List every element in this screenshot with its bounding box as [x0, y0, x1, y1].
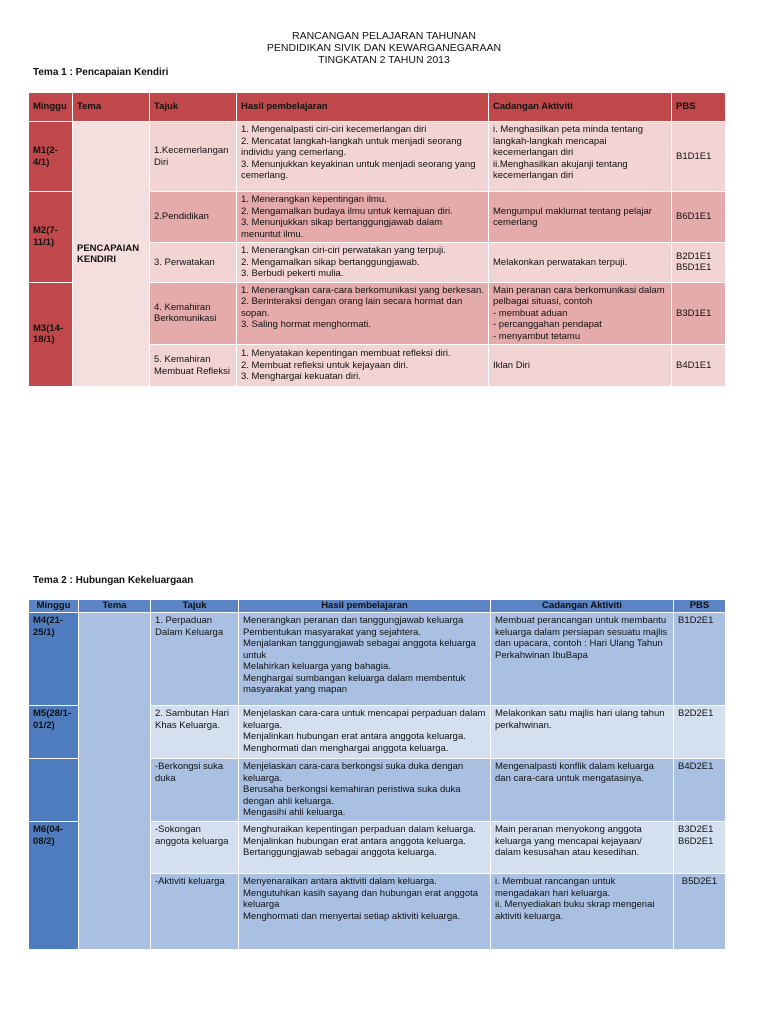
hasil-cell: Menyenaraikan antara aktiviti dalam keluarga. Mengutuhkan kasih sayang dan hubungan erat anggota keluarga Menghormati dan menyertai setiap aktiviti keluarga.	[239, 874, 491, 950]
hasil-cell: 1. Menerangkan ciri-ciri perwatakan yang terpuji. 2. Mengamalkan sikap bertanggungjawab. 3. Berbudi pekerti mulia.	[237, 243, 489, 283]
tajuk-cell: 2.Pendidikan	[150, 192, 237, 243]
tema-cell	[79, 613, 151, 950]
week-cell: M4(21-25/1)	[29, 613, 79, 706]
week-cell: M2(7-11/1)	[29, 192, 73, 283]
tajuk-cell: 4. Kemahiran Berkomunikasi	[150, 282, 237, 345]
week-cell: M3(14-18/1)	[29, 282, 73, 387]
col-tema: Tema	[73, 93, 150, 122]
aktiviti-cell: Melakonkan perwatakan terpuji.	[489, 243, 672, 283]
col-tajuk: Tajuk	[150, 93, 237, 122]
hasil-cell: 1. Menyatakan kepentingan membuat refleksi diri. 2. Membuat refleksi untuk kejayaan diri. 3. Menghargai kekuatan diri.	[237, 345, 489, 387]
hasil-cell: 1. Menerangkan kepentingan ilmu. 2. Mengamalkan budaya ilmu untuk kemajuan diri. 3. Menunjukkan sikap bertanggungjawab dalam menuntut ilmu.	[237, 192, 489, 243]
col-aktiviti: Cadangan Aktiviti	[489, 93, 672, 122]
pbs-cell: B4D2E1	[674, 759, 726, 822]
pbs-cell: B4D1E1	[672, 345, 726, 387]
hasil-cell: Menjelaskan cara-cara berkongsi suka duka dengan keluarga. Berusaha berkongsi kemahiran peristiwa suka duka dengan ahli keluarga. Mengasihi ahli keluarga.	[239, 759, 491, 822]
tema-cell: PENCAPAIAN KENDIRI	[73, 122, 150, 387]
pbs-cell: B1D2E1	[674, 613, 726, 706]
hasil-cell: Menerangkan peranan dan tanggungjawab keluarga Pembentukan masyarakat yang sejahtera. Menjalankan tanggungjawab sebagai anggota keluarga untuk Melahirkan keluarga yang bahagia. Menghargai sumbangan keluarga dalam membentuk masyarakat yang mapan	[239, 613, 491, 706]
theme1-title: Tema 1 : Pencapaian Kendiri	[33, 67, 169, 78]
aktiviti-cell: Mengenalpasti konflik dalam keluarga dan cara-cara untuk mengatasinya.	[491, 759, 674, 822]
theme1-table	[28, 92, 726, 387]
col-pbs: PBS	[674, 600, 726, 613]
hasil-cell: Menjelaskan cara-cara untuk mencapai perpaduan dalam keluarga. Menjalinkan hubungan erat antara anggota keluarga. Menghormati dan menghargai anggota keluarga.	[239, 706, 491, 759]
tajuk-cell: 1. Perpaduan Dalam Keluarga	[151, 613, 239, 706]
tajuk-cell: 2. Sambutan Hari Khas Keluarga.	[151, 706, 239, 759]
table-row	[29, 122, 726, 192]
hasil-cell: Menghuraikan kepentingan perpaduan dalam keluarga. Menjalinkan hubungan erat antara anggota keluarga. Bertanggungjawab sebagai anggota keluarga.	[239, 822, 491, 874]
theme2-title: Tema 2 : Hubungan Kekeluargaan	[33, 575, 194, 586]
col-hasil: Hasil pembelajaran	[237, 93, 489, 122]
tajuk-cell: -Sokongan anggota keluarga	[151, 822, 239, 874]
week-cell	[29, 759, 79, 822]
table-header-row	[29, 600, 726, 613]
header-line-2: PENDIDIKAN SIVIK DAN KEWARGANEGARAAN	[266, 42, 502, 54]
col-aktiviti: Cadangan Aktiviti	[491, 600, 674, 613]
col-minggu: Minggu	[29, 600, 79, 613]
aktiviti-cell: Main peranan menyokong anggota keluarga yang mencapai kejayaan/ dalam kesusahan atau kesedihan.	[491, 822, 674, 874]
pbs-cell: B2D1E1 B5D1E1	[672, 243, 726, 283]
aktiviti-cell: i. Membuat rancangan untuk mengadakan hari keluarga. ii. Menyediakan buku skrap mengenai aktiviti keluarga.	[491, 874, 674, 950]
week-cell: M6(04-08/2)	[29, 822, 79, 950]
col-minggu: Minggu	[29, 93, 73, 122]
week-cell: M1(2-4/1)	[29, 122, 73, 192]
pbs-cell: B2D2E1	[674, 706, 726, 759]
aktiviti-cell: Iklan Diri	[489, 345, 672, 387]
pbs-cell: B3D2E1 B6D2E1	[674, 822, 726, 874]
aktiviti-cell: Main peranan cara berkomunikasi dalam pelbagai situasi, contoh - membuat aduan - percanggahan pendapat - menyambut tetamu	[489, 282, 672, 345]
tajuk-cell: -Aktiviti keluarga	[151, 874, 239, 950]
tajuk-cell: 3. Perwatakan	[150, 243, 237, 283]
aktiviti-cell: Melakonkan satu majlis hari ulang tahun perkahwinan.	[491, 706, 674, 759]
aktiviti-cell: Membuat perancangan untuk membantu keluarga dalam persiapan sesuatu majlis dan upacara, contoh : Hari Ulang Tahun Perkahwinan IbuBapa	[491, 613, 674, 706]
hasil-cell: 1. Menerangkan cara-cara berkomunikasi yang berkesan. 2. Berinteraksi dengan orang lain secara hormat dan sopan. 3. Saling hormat menghormati.	[237, 282, 489, 345]
document-header	[0, 30, 768, 66]
col-tema: Tema	[79, 600, 151, 613]
header-line-3: TINGKATAN 2 TAHUN 2013	[318, 54, 450, 66]
pbs-cell: B1D1E1	[672, 122, 726, 192]
hasil-cell: 1. Mengenalpasti ciri-ciri kecemerlangan diri 2. Mencatat langkah-langkah untuk menjadi seorang individu yang cemerlang. 3. Menunjukkan keyakinan untuk menjadi seorang yang cemerlang.	[237, 122, 489, 192]
col-tajuk: Tajuk	[151, 600, 239, 613]
pbs-cell: B5D2E1	[674, 874, 726, 950]
tajuk-cell: 1.Kecemerlangan Diri	[150, 122, 237, 192]
tajuk-cell: 5. Kemahiran Membuat Refleksi	[150, 345, 237, 387]
pbs-cell: B6D1E1	[672, 192, 726, 243]
table-header-row	[29, 93, 726, 122]
aktiviti-cell: i. Menghasilkan peta minda tentang langkah-langkah mencapai kecemerlangan diri ii.Menghasilkan akujanji tentang kecemerlangan diri	[489, 122, 672, 192]
table-row	[29, 613, 726, 706]
col-hasil: Hasil pembelajaran	[239, 600, 491, 613]
theme2-table	[28, 599, 726, 950]
aktiviti-cell: Mengumpul maklumat tentang pelajar cemerlang	[489, 192, 672, 243]
tajuk-cell: -Berkongsi suka duka	[151, 759, 239, 822]
pbs-cell: B3D1E1	[672, 282, 726, 345]
header-line-1: RANCANGAN PELAJARAN TAHUNAN	[292, 30, 476, 42]
col-pbs: PBS	[672, 93, 726, 122]
week-cell: M5(28/1-01/2)	[29, 706, 79, 759]
